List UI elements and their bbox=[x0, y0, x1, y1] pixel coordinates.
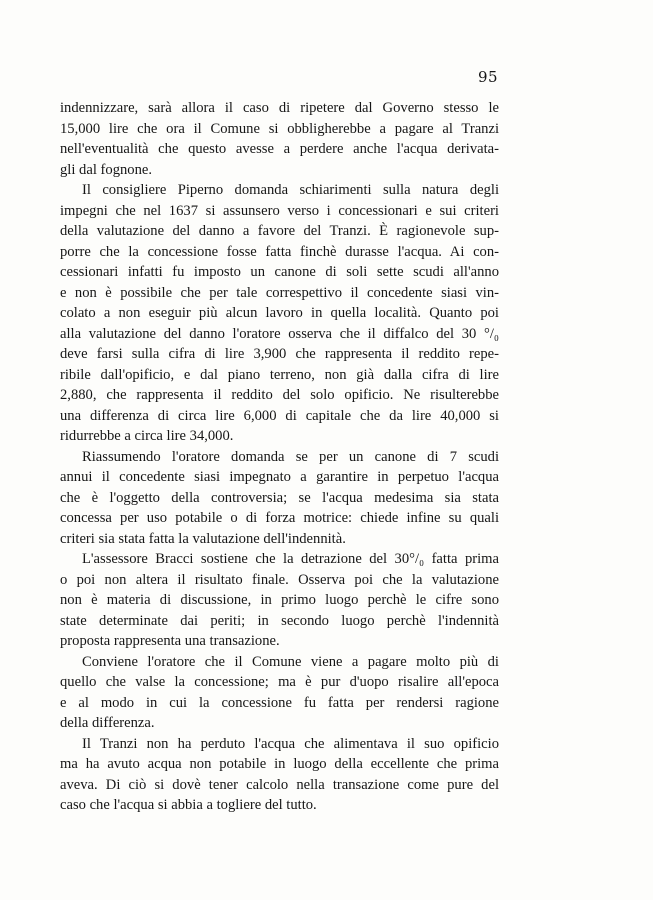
text-line: o poi non altera il risultato finale. Osserva poi che la valutazione bbox=[60, 571, 499, 588]
text-line: Il consigliere Piperno domanda schiarimenti sulla natura degli bbox=[82, 182, 499, 198]
text-line: state determinate dai periti; in secondo luogo perchè l'indennità bbox=[60, 612, 499, 629]
text-line: della valutazione del danno a favore del Tranzi. È ragionevole sup- bbox=[60, 223, 499, 239]
text-line: Il Tranzi non ha perduto l'acqua che alimentava il suo opificio bbox=[82, 735, 499, 752]
text-line: proposta rappresenta una transazione. bbox=[60, 633, 280, 649]
text-line: ma ha avuto acqua non potabile in luogo della eccellente che prima bbox=[60, 756, 499, 772]
text-line: indennizzare, sarà allora il caso di ripetere dal Governo stesso le bbox=[60, 100, 499, 116]
text-line: caso che l'acqua si abbia a togliere del tutto. bbox=[60, 797, 317, 813]
text-line: 2,880, che rappresenta il reddito del solo opificio. Ne risulterebbe bbox=[60, 387, 499, 403]
body-text bbox=[60, 98, 499, 816]
text-line: e non è possibile che per tale correspettivo il concedente siasi vin- bbox=[60, 284, 499, 301]
paragraph-1 bbox=[60, 98, 499, 180]
text-line: non è materia di discussione, in primo luogo perchè le cifre sono bbox=[60, 592, 499, 608]
text-line: criteri sia stata fatta la valutazione dell'indennità. bbox=[60, 530, 346, 547]
text-line: aveva. Di ciò si dovè tener calcolo nella transazione come pure del bbox=[60, 776, 499, 793]
text-line: Riassumendo l'oratore domanda se per un canone di 7 scudi bbox=[82, 448, 499, 465]
text-line: cessionari infatti fu imposto un canone di soli sette scudi all'anno bbox=[60, 264, 499, 280]
paragraph-3 bbox=[60, 447, 499, 550]
paragraph-6 bbox=[60, 734, 499, 816]
page-number: 95 bbox=[478, 68, 499, 86]
text-line: deve farsi sulla cifra di lire 3,900 che rappresenta il reddito repe- bbox=[60, 346, 499, 362]
text-line: Conviene l'oratore che il Comune viene a pagare molto più di bbox=[82, 653, 499, 670]
text-line: L'assessore Bracci sostiene che la detrazione del 30°/₀ fatta prima bbox=[82, 551, 499, 567]
text-line: ribile dall'opificio, e dal piano terreno, non già dalla cifra di lire bbox=[60, 366, 499, 383]
text-line: e al modo in cui la concessione fu fatta per rendersi ragione bbox=[60, 694, 499, 711]
text-line: porre che la concessione fosse fatta finchè durasse l'acqua. Ai con- bbox=[60, 243, 499, 260]
paragraph-4 bbox=[60, 549, 499, 652]
paragraph-2 bbox=[60, 180, 499, 447]
text-line: gli dal fognone. bbox=[60, 161, 153, 178]
text-line: della differenza. bbox=[60, 715, 155, 731]
text-line: ridurrebbe a circa lire 34,000. bbox=[60, 428, 234, 444]
text-line: impegni che nel 1637 si assunsero verso i concessionari e sui criteri bbox=[60, 202, 499, 219]
text-line: nell'eventualità che questo avesse a perdere anche l'acqua derivata- bbox=[60, 141, 499, 157]
text-line: 15,000 lire che ora il Comune si obbligherebbe a pagare al Tranzi bbox=[60, 120, 499, 137]
text-line: concessa per uso potabile o di forza motrice: chiede infine su quali bbox=[60, 510, 499, 526]
paragraph-5 bbox=[60, 652, 499, 734]
text-line: una differenza di circa lire 6,000 di capitale che da lire 40,000 si bbox=[60, 407, 499, 424]
text-line: alla valutazione del danno l'oratore osserva che il diffalco del 30 °/₀ bbox=[60, 325, 499, 342]
text-line: quello che valse la concessione; ma è pur d'uopo risalire all'epoca bbox=[60, 674, 499, 690]
text-line: annui il concedente siasi impegnato a garantire in perpetuo l'acqua bbox=[60, 469, 499, 485]
text-line: colato a non eseguir più alcun lavoro in quella località. Quanto poi bbox=[60, 305, 499, 321]
text-line: che è l'oggetto della controversia; se l'acqua medesima sia stata bbox=[60, 489, 499, 506]
